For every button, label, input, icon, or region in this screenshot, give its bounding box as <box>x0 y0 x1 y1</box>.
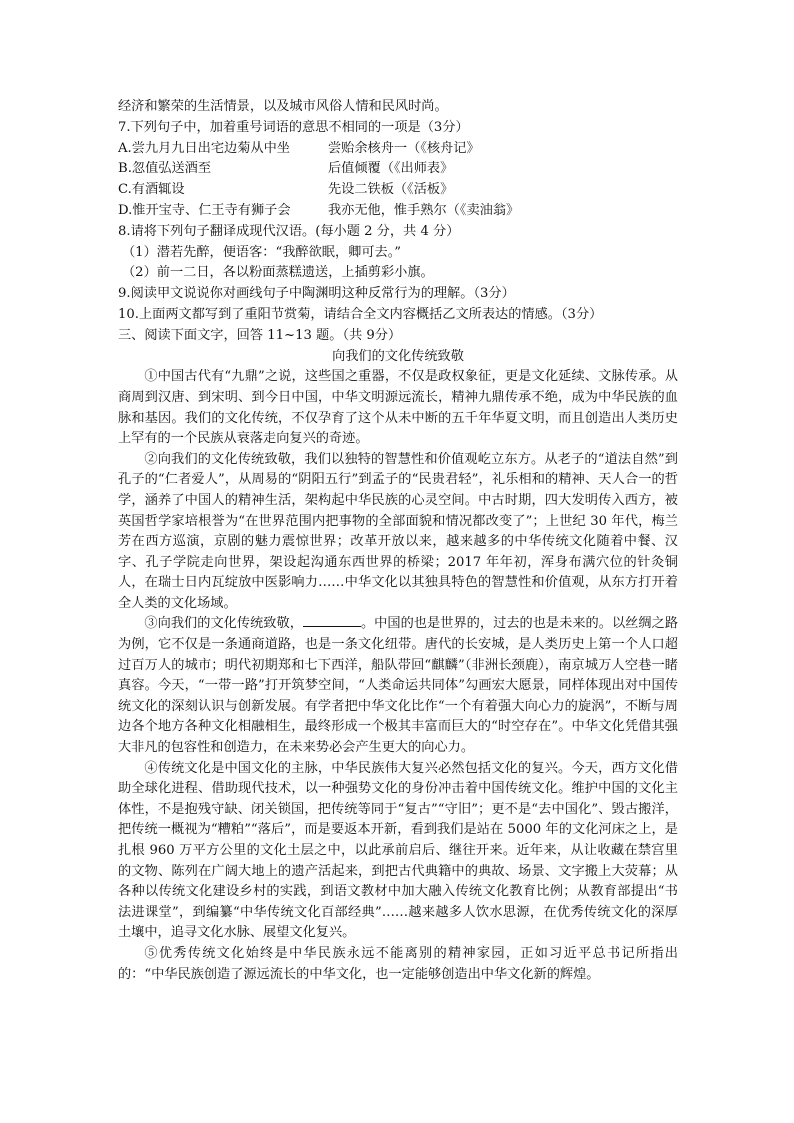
option-b-right: 后值倾覆（《出师表》 <box>328 161 454 177</box>
paragraph-2: ②向我们的文化传统致敬，我们以独特的智慧性和价值观屹立东方。从老子的“道法自然”到孔子的“仁者爱人”，从周易的“阴阳五行”到孟子的“民贵君轻”，礼乐相和的精神、天人合一的哲学，涵养了中国人的精神生活，架构起中华民族的心灵空间。中古时期，四大发明传入西方，被英国哲学家培根誉为“在世界范围内把事物的全部面貌和情况都改变了”；上世纪 30 年代，梅兰芳在西方巡演，京剧的魅力震惊世界；改革开放以来，越来越多的中华传统文化随着中餐、汉字、孔子学院走向世界，架设起沟通东西世界的桥梁；2017 年年初，浑身布满穴位的针灸铜人，在瑞士日内瓦绽放中医影响力……中华文化以其独具特色的智慧性和价值观，从东方打开着全人类的文化场域。 <box>118 451 678 611</box>
question-8-item-1: （1）潜若先醉，便语客：“我醉欲眠，卿可去。” <box>122 244 402 260</box>
question-8: 8.请将下列句子翻译成现代汉语。(每小题 2 分，共 4 分） <box>118 223 460 239</box>
option-a <box>118 139 678 160</box>
option-b-left: B.忽值弘送酒至 <box>118 161 212 177</box>
paragraph-3-rest: 。中国的也是世界的，过去的也是未来的。以丝绸之路为例，它不仅是一条通商道路，也是一条文化纽带。唐代的长安城，是人类历史上第一个人口超过百万人的城市；明代初期郑和七下西洋，船队带回“麒麟”（非洲长颈鹿），南京城万人空巷一睹真容。今天，“一带一路”打开筑梦空间，“人类命运共同体”勾画宏大愿景，同样体现出对中国传统文化的深刻认识与创新发展。有学者把中华文化比作“一个有着强大向心力的旋涡”，不断与周边各个地方各种文化相融相生，最终形成一个极其丰富而巨大的“时空存在”。中华文化凭借其强大非凡的包容性和创造力，在未来势必会产生更大的向心力。 <box>118 616 679 756</box>
option-c-left: C.有酒辄设 <box>118 182 185 198</box>
article-title: 向我们的文化传统致敬 <box>332 348 464 364</box>
option-c-right: 先设二铁板（《活板》 <box>328 182 454 198</box>
question-7: 7.下列句子中，加着重号词语的意思不相同的一项是（3分） <box>118 119 469 135</box>
paragraph-3 <box>118 614 678 758</box>
article-body <box>118 367 678 985</box>
section-3-heading: 三、阅读下面文字，回答 11~13 题。（共 9分） <box>118 327 402 343</box>
text-line: 经济和繁荣的生活情景，以及城市风俗人情和民风时尚。 <box>118 99 448 114</box>
option-c <box>118 180 678 201</box>
option-a-right: 尝贻余核舟一（《核舟记》 <box>328 140 480 156</box>
option-d-left: D.惟开宝寺、仁王寺有狮子会 <box>118 202 291 218</box>
question-10: 10.上面两文都写到了重阳节赏菊，请结合全文内容概括乙文所表达的情感。（3分） <box>118 306 603 322</box>
paragraph-5: ⑤优秀传统文化始终是中华民族永远不能离别的精神家园，正如习近平总书记所指出的：“中华民族创造了源远流长的中华文化，也一定能够创造出中华文化新的辉煌。 <box>118 945 678 982</box>
paragraph-4: ④传统文化是中国文化的主脉，中华民族伟大复兴必然包括文化的复兴。今天，西方文化借助全球化进程、借助现代技术，以一种强势文化的身份冲击着中国传统文化。维护中国的文化主体性，不是抱残守缺、闭关锁国，把传统等同于“复古”“守旧”；更不是“去中国化”、毁古搬洋，把传统一概视为“糟粕”“落后”，而是要返本开新，看到我们是站在 5000 年的文化河床之上，是扎根 960 万平方公里的文化土层之中，以此承前启后、继往开来。近年来，从让收藏在禁宫里的文物、陈列在广阔大地上的遗产活起来，到把古代典籍中的典故、场景、文字搬上大荧幕；从各种以传统文化建设乡村的实践，到语文教材中加大融入传统文化教育比例；从教育部提出“书法进课堂”，到编纂“中华传统文化百部经典”……越来越多人饮水思源，在优秀传统文化的深厚土壤中，追寻文化水脉、展望文化复兴。 <box>118 760 678 941</box>
paragraph-1: ①中国古代有“九鼎”之说，这些国之重器，不仅是政权象征，更是文化延续、文脉传承。从商周到汉唐、到宋明、到今日中国，中华文明源远流长，精神九鼎传承不绝，成为中华民族的血脉和基因。我们的文化传统，不仅孕育了这个从未中断的五千年华夏文明，而且创造出人类历史上罕有的一个民族从衰落走向复兴的奇迹。 <box>118 369 678 447</box>
option-a-left: A.尝九月九日出宅边菊从中坐 <box>118 140 290 156</box>
fill-in-blank <box>303 614 361 627</box>
paragraph-3-start: ③向我们的文化传统致敬， <box>144 616 303 632</box>
option-d-right: 我亦无他，惟手熟尔（《卖油翁》 <box>328 202 520 218</box>
question-8-item-2: （2）前一二日，各以粉面蒸糕遗送，上插剪彩小旗。 <box>122 265 434 281</box>
option-d <box>118 201 678 222</box>
page-content <box>118 97 678 985</box>
option-b <box>118 159 678 180</box>
question-9: 9.阅读甲文说说你对画线句子中陶渊明这种反常行为的理解。（3分） <box>118 286 515 302</box>
